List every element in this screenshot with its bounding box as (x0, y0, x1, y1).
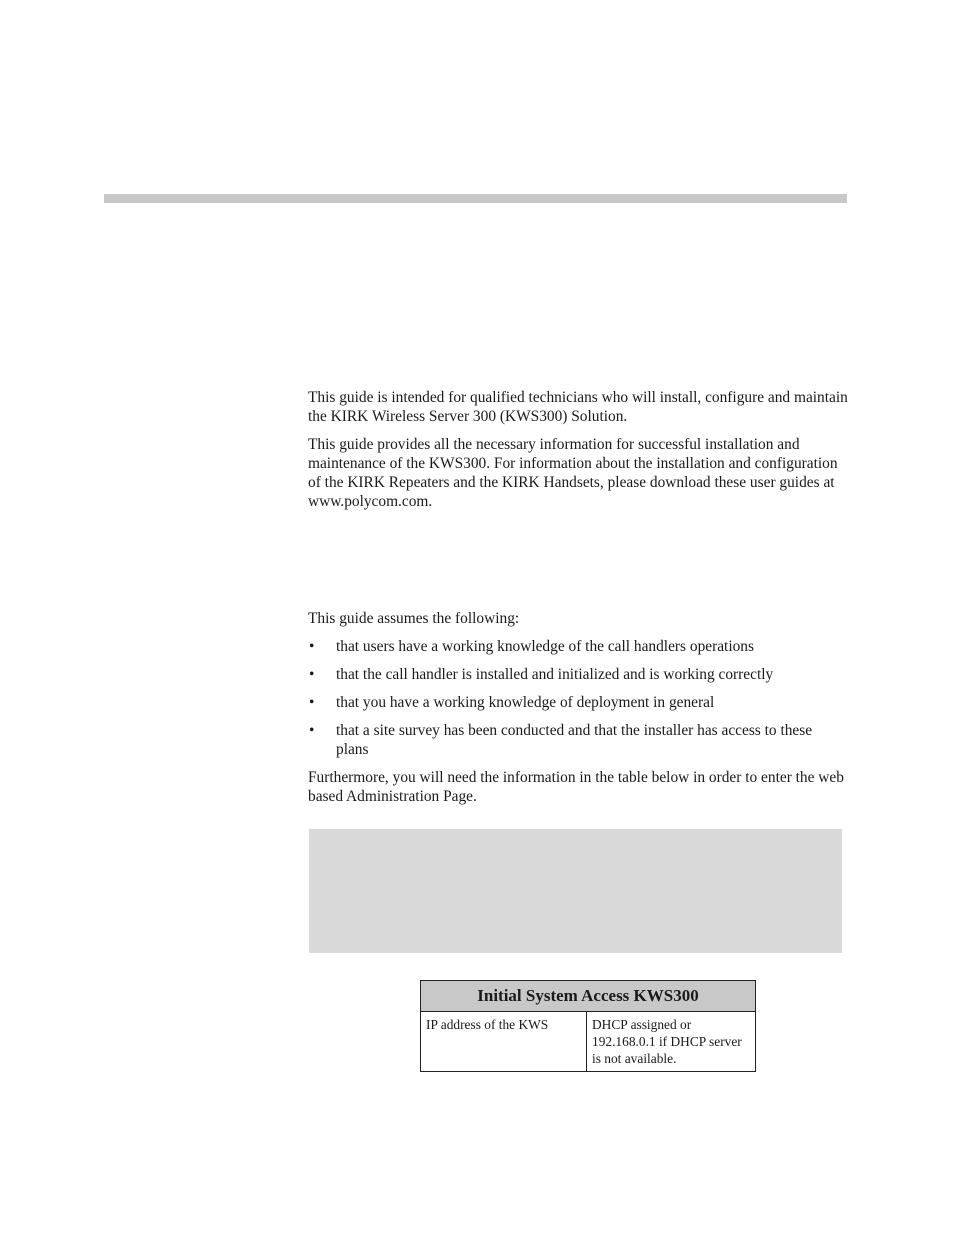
list-item-text: that the call handler is installed and initialized and is working correctly (336, 666, 774, 683)
list-item (308, 693, 848, 712)
system-access-table (420, 980, 756, 1072)
assumptions-list (308, 637, 848, 759)
list-item (308, 637, 848, 656)
table-cell-label: IP address of the KWS (421, 1012, 587, 1072)
assumptions-closing: Furthermore, you will need the information in the table below in order to enter the web based Administration Page. (308, 769, 844, 805)
assumptions-lead: This guide assumes the following: (308, 610, 520, 627)
list-item (308, 721, 848, 759)
intro-paragraph-2: This guide provides all the necessary information for successful installation and maintenance of the KWS300. For information about the installation and configuration of the KIRK Repeaters and the KIRK Handsets, please download these user guides at www.polycom.com. (308, 436, 838, 510)
table-row (421, 1012, 756, 1072)
intro-paragraph-1: This guide is intended for qualified technicians who will install, configure and maintain the KIRK Wireless Server 300 (KWS300) Solution. (308, 389, 848, 425)
assumptions-section (308, 609, 848, 806)
header-rule (104, 194, 847, 203)
bullet-icon: • (309, 638, 315, 655)
intro-section (308, 388, 848, 511)
list-item-text: that users have a working knowledge of the call handlers operations (336, 638, 754, 655)
list-item (308, 665, 848, 684)
table-title: Initial System Access KWS300 (421, 981, 756, 1012)
table-cell-value: DHCP assigned or 192.168.0.1 if DHCP server is not available. (587, 1012, 756, 1072)
bullet-icon: • (309, 694, 315, 711)
list-item-text: that you have a working knowledge of deployment in general (336, 694, 715, 711)
note-box (309, 829, 842, 953)
table-header-row (421, 981, 756, 1012)
bullet-icon: • (309, 666, 315, 683)
list-item-text: that a site survey has been conducted and that the installer has access to these plans (336, 722, 813, 758)
bullet-icon: • (309, 722, 315, 739)
